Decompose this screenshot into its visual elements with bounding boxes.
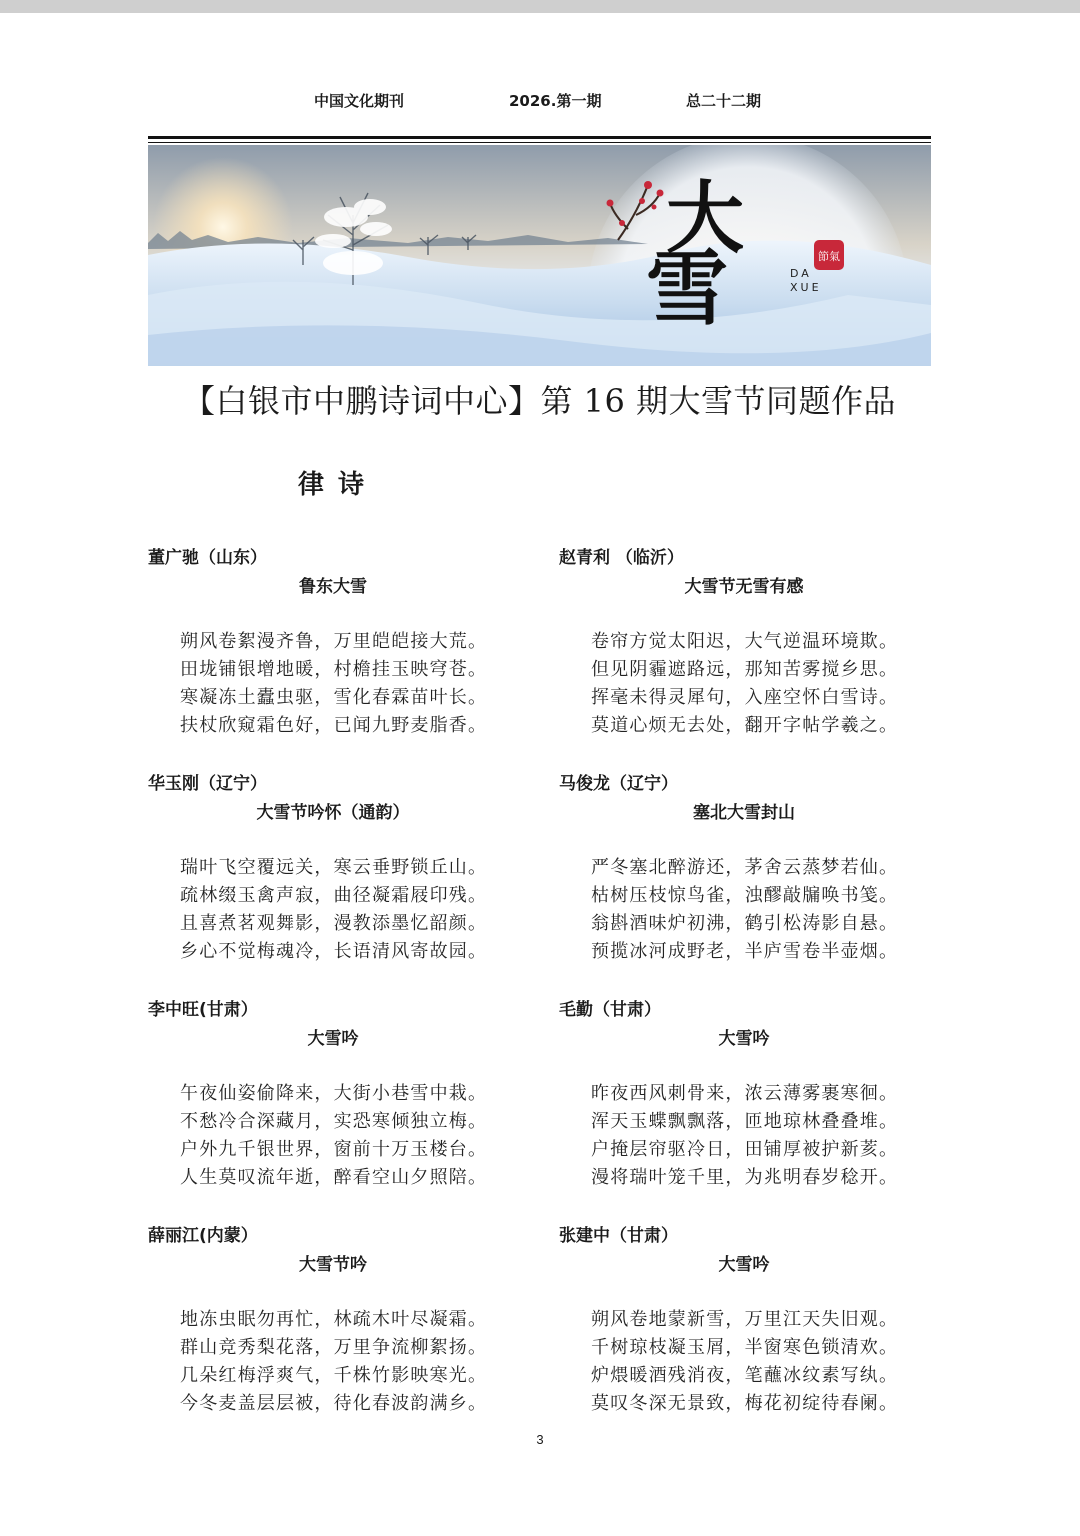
issue-number: 2026.第一期 <box>509 92 602 110</box>
page-title: 【白银市中鹏诗词中心】第 16 期大雪节同题作品 <box>182 382 897 420</box>
poem-author: 董广驰（山东） <box>148 548 267 568</box>
poem-line: 翁斟酒味炉初沸，鹤引松涛影自悬。 <box>591 913 899 934</box>
poem-line: 寒凝冻土蠹虫驱，雪化春霖苗叶长。 <box>180 687 488 708</box>
poem-line: 莫道心烦无去处，翻开字帖学羲之。 <box>591 715 899 736</box>
header-rule-thin <box>148 142 931 143</box>
poem-line: 严冬塞北醉游还，茅舍云蒸梦若仙。 <box>591 857 899 878</box>
snow-landscape-illustration <box>148 145 931 366</box>
poem-line: 漫将瑞叶笼千里，为兆明春岁稔开。 <box>591 1167 899 1188</box>
poem-line: 卷帘方觉太阳迟，大气逆温环境欺。 <box>591 631 899 652</box>
poem-line: 莫叹冬深无景致，梅花初绽待春阑。 <box>591 1393 899 1414</box>
poem-lines <box>591 1080 898 1192</box>
poem-line: 瑞叶飞空覆远关，寒云垂野锁丘山。 <box>180 857 488 878</box>
poem-line: 挥毫未得灵犀句，入座空怀白雪诗。 <box>591 687 899 708</box>
poem-author: 马俊龙（辽宁） <box>559 774 678 794</box>
poem-line: 几朵红梅浮爽气，千株竹影映寒光。 <box>180 1365 488 1386</box>
poem-line: 扶杖欣窥霜色好，已闻九野麦脂香。 <box>180 715 488 736</box>
poem-author: 张建中（甘肃） <box>559 1226 678 1246</box>
poem-line: 户掩层帘驱冷日，田铺厚被护新荄。 <box>591 1139 899 1160</box>
poem-title: 大雪吟 <box>718 1255 770 1275</box>
poem-author: 赵青利 （临沂） <box>559 548 684 568</box>
poem-line: 朔风卷地蒙新雪，万里江天失旧观。 <box>591 1309 899 1330</box>
section-title: 律诗 <box>298 470 379 500</box>
poem-line: 人生莫叹流年逝，醉看空山夕照陪。 <box>180 1167 488 1188</box>
poem-line: 地冻虫眠勿再忙，林疏木叶尽凝霜。 <box>180 1309 488 1330</box>
poem-line: 但见阴霾遮路远，那知苦雾搅乡思。 <box>591 659 899 680</box>
poem-lines <box>180 1306 487 1418</box>
poem-title: 大雪吟 <box>307 1029 359 1049</box>
poem-line: 枯树压枝惊鸟雀，浊醪敲牖唤书笺。 <box>591 885 899 906</box>
poem-lines <box>180 1080 487 1192</box>
poem-title: 大雪节吟怀（通韵） <box>256 803 410 823</box>
poem-lines <box>180 854 487 966</box>
poem-line: 午夜仙姿偷降来，大街小巷雪中栽。 <box>180 1083 488 1104</box>
poem-line: 且喜煮茗观舞影，漫教添墨忆韶颜。 <box>180 913 488 934</box>
poem-lines <box>591 1306 898 1418</box>
banner-pinyin-xue: XUE <box>790 281 822 294</box>
poem-line: 预揽冰河成野老，半庐雪卷半壶烟。 <box>591 941 899 962</box>
poem-line: 田垅铺银增地暖，村檐挂玉映穹苍。 <box>180 659 488 680</box>
total-issue-number: 总二十二期 <box>686 92 762 110</box>
seal-text: 節氣 <box>818 250 840 263</box>
poem-title: 鲁东大雪 <box>299 577 367 597</box>
poem-title: 塞北大雪封山 <box>693 803 795 823</box>
snow-banner-image <box>148 145 931 366</box>
poem-title: 大雪节吟 <box>299 1255 367 1275</box>
poem-lines <box>180 628 487 740</box>
poem-line: 炉煨暖酒残消夜，笔蘸冰纹素写纨。 <box>591 1365 899 1386</box>
poem-line: 千树琼枝凝玉屑，半窗寒色锁清欢。 <box>591 1337 899 1358</box>
banner-pinyin-da: DA <box>790 267 812 280</box>
poem-line: 乡心不觉梅魂冷，长语清风寄故园。 <box>180 941 488 962</box>
banner-big-char-xue: 雪 <box>646 241 729 337</box>
poem-title: 大雪节无雪有感 <box>684 577 804 597</box>
publication-name: 中国文化期刊 <box>314 92 405 110</box>
banner-big-char-da: 大 <box>666 173 745 264</box>
poem-line: 不愁冷合深藏月，实恐寒倾独立梅。 <box>180 1111 488 1132</box>
poem-title: 大雪吟 <box>718 1029 770 1049</box>
poem-author: 李中旺(甘肃） <box>148 1000 258 1020</box>
top-gray-strip <box>0 0 1080 13</box>
masthead <box>0 90 1080 114</box>
poem-line: 疏林缀玉禽声寂，曲径凝霜屐印残。 <box>180 885 488 906</box>
header-rule-thick <box>148 136 931 139</box>
poem-line: 昨夜西风刺骨来，浓云薄雾裹寒徊。 <box>591 1083 899 1104</box>
poem-line: 户外九千银世界，窗前十万玉楼台。 <box>180 1139 488 1160</box>
page-number: 3 <box>536 1432 544 1447</box>
poem-line: 群山竞秀梨花落，万里争流柳絮扬。 <box>180 1337 488 1358</box>
poem-line: 浑天玉蝶飘飘落，匝地琼林叠叠堆。 <box>591 1111 899 1132</box>
poem-author: 薛丽江(内蒙） <box>148 1226 258 1246</box>
poem-line: 朔风卷絮漫齐鲁，万里皑皑接大荒。 <box>180 631 488 652</box>
poem-author: 华玉刚（辽宁） <box>148 774 267 794</box>
poem-author: 毛勤（甘肃） <box>559 1000 661 1020</box>
poem-line: 今冬麦盖层层被，待化春波韵满乡。 <box>180 1393 488 1414</box>
poem-lines <box>591 854 898 966</box>
poem-lines <box>591 628 898 740</box>
